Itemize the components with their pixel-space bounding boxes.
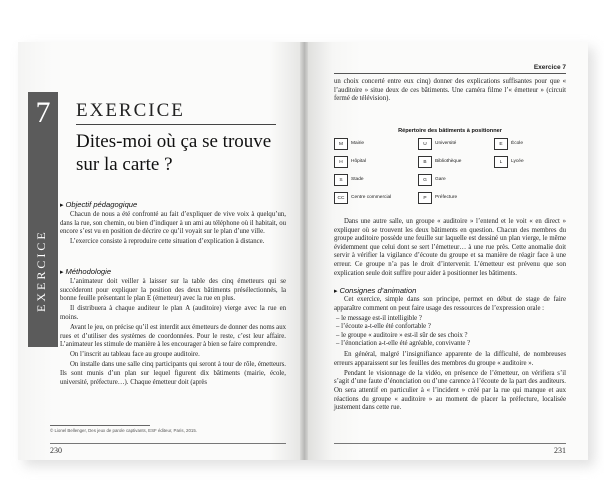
building-code-box: M bbox=[334, 138, 348, 150]
building-name: Stade bbox=[351, 177, 364, 182]
book-gutter bbox=[300, 42, 308, 460]
section-heading-methodology: ▸ Méthodologie bbox=[60, 267, 111, 276]
footnote: © Lionel Bellenger, Des jeux de parole captivants, ESF éditeur, Paris, 2015. bbox=[50, 428, 197, 433]
building-code-box: U bbox=[418, 138, 432, 150]
bullet-item: – l’énonciation a-t-elle été agréable, convivante ? bbox=[336, 340, 471, 348]
building-name: Hôpital bbox=[351, 159, 366, 164]
right-page bbox=[304, 42, 588, 460]
building-name: Lycée bbox=[511, 159, 524, 164]
top-paragraph bbox=[334, 78, 566, 105]
building-code-box: L bbox=[494, 156, 508, 168]
building-code-box: E bbox=[494, 138, 508, 150]
paragraph: On installe dans une salle cinq participants qui seront à tour de rôle, émetteurs. Ils sont munis d’un plan sur lequel figurent dix bâtiments (mairie, école, université, préfecture…). Chaque émetteur doit (après bbox=[60, 361, 286, 386]
exercise-number: 7 bbox=[35, 96, 51, 129]
building-code-box: B bbox=[418, 156, 432, 168]
building-code-box: P bbox=[418, 192, 432, 204]
left-page bbox=[18, 42, 304, 460]
header-rule bbox=[334, 73, 566, 74]
paragraph: On l’inscrit au tableau face au groupe auditoire. bbox=[70, 351, 200, 359]
instructions-text bbox=[334, 296, 566, 414]
section-heading-instructions: ▸ Consignes d’animation bbox=[334, 286, 416, 295]
building-name: Bibliothèque bbox=[435, 159, 462, 164]
open-book bbox=[18, 42, 588, 460]
building-code-box: H bbox=[334, 156, 348, 168]
heading-rule bbox=[76, 124, 276, 125]
exercise-tab bbox=[28, 92, 58, 347]
paragraph: Cet exercice, simple dans son principe, permet en début de stage de faire apparaître comment on peut faire usage des ressources de l’expression orale : bbox=[334, 296, 566, 312]
paragraph: En général, malgré l’insignifiance apparente de la difficulté, de nombreuses erreurs apparaissent sur les feuilles des membres du groupe « auditoire ». bbox=[334, 351, 566, 367]
building-name: École bbox=[511, 141, 523, 146]
paragraph: L’animateur doit veiller à laisser sur la table des cinq émetteurs qui se succéderont pour expliquer la position des deux bâtiments présélectionnés, la bonne feuille présentant le plan E (émetteur) avec la rue en plus. bbox=[60, 278, 286, 303]
page-number-right: 231 bbox=[554, 446, 566, 455]
building-code-box: G bbox=[418, 174, 432, 186]
building-name: Gare bbox=[435, 177, 446, 182]
building-name: Préfecture bbox=[435, 195, 458, 200]
section-heading-objective: ▸ Objectif pédagogique bbox=[60, 200, 137, 209]
page-bottom-rule bbox=[50, 443, 286, 444]
page-number-left: 230 bbox=[50, 446, 62, 455]
bullet-list bbox=[334, 315, 566, 349]
paragraph: L’exercice consiste à reproduire cette situation d’explication à distance. bbox=[70, 238, 265, 246]
page-bottom-rule bbox=[334, 443, 566, 444]
objective-text bbox=[60, 211, 286, 248]
methodology-text bbox=[60, 278, 286, 389]
running-header: Exercice 7 bbox=[533, 64, 566, 71]
footnote-rule bbox=[50, 425, 150, 426]
paragraph: Chacun de nous a été confronté au fait d’expliquer de vive voix à quelqu’un, dans la rue, son chemin, ou bien d’indiquer à un ami au téléphone où il habitait, ou encore s’est vu en position de décrire ce qu’il voyait sur le plan d’une ville. bbox=[60, 211, 286, 236]
bullet-item: – le message est-il intelligible ? bbox=[336, 314, 422, 322]
repertoire-title: Répertoire des bâtiments à positionner bbox=[398, 128, 502, 134]
bullet-item: – le groupe « auditoire » est-il sûr de ses choix ? bbox=[336, 331, 468, 339]
paragraph: Avant le jeu, on précise qu’il est interdit aux émetteurs de donner des noms aux rues et d’utiliser des systèmes de coordonnées. Pour le reste, c’est leur affaire. L’animateur les stimule de manière à les encourager à bien se faire comprendre. bbox=[60, 323, 286, 349]
building-code-box: CC bbox=[334, 192, 348, 204]
paragraph: Pendant le visionnage de la vidéo, en présence de l’émetteur, on vérifiera s’il s’agit d’une faute d’énonciation ou d’une carence à l’écoute de la part des auditeurs. On sera attentif en particulier à « l’incident » créé par la rue qui manque et aux réactions du groupe « auditoire » au moment de placer la préfecture, localisée justement dans cette rue. bbox=[334, 369, 566, 412]
building-name: Centre commercial bbox=[351, 195, 392, 200]
exercise-title: Dites-moi où ça se trouve sur la carte ? bbox=[76, 131, 272, 175]
exercise-vertical-label: EXERCICE bbox=[34, 229, 48, 312]
paragraph: Dans une autre salle, un groupe « auditoire » l’entend et le voit « en direct » expliquer où se trouvent les deux bâtiments en question. Chacun des membres du groupe auditoire possède une feuille sur laquelle est dessiné un plan vierge, le même évidemment que celui dont se sert l’émetteur… à une rue près. Cette anomalie doit servir à vérifier la vigilance d’écoute du groupe et sa manière de réagir face à une erreur. Ce groupe n’a pas le droit d’intervenir. L’émetteur est prévenu que son explication seule doit suffire pour aider à positionner les bâtiments. bbox=[334, 218, 566, 277]
paragraph: un choix concerté entre eux cinq) donner des explications suffisantes pour que « l’auditoire » situe deux de ces bâtiments. Une caméra filme l’« émetteur » (circuit fermé de télévision). bbox=[334, 78, 566, 103]
building-code-box: S bbox=[334, 174, 348, 186]
exercise-heading: EXERCICE bbox=[76, 100, 185, 121]
building-name: Université bbox=[435, 141, 457, 146]
bullet-item: – l’écoute a-t-elle été confortable ? bbox=[336, 323, 431, 331]
middle-paragraph bbox=[334, 218, 566, 280]
building-name: Mairie bbox=[351, 141, 365, 146]
paragraph: Il distribuera à chaque auditeur le plan A (auditoire) vierge avec la rue en moins. bbox=[60, 305, 286, 321]
